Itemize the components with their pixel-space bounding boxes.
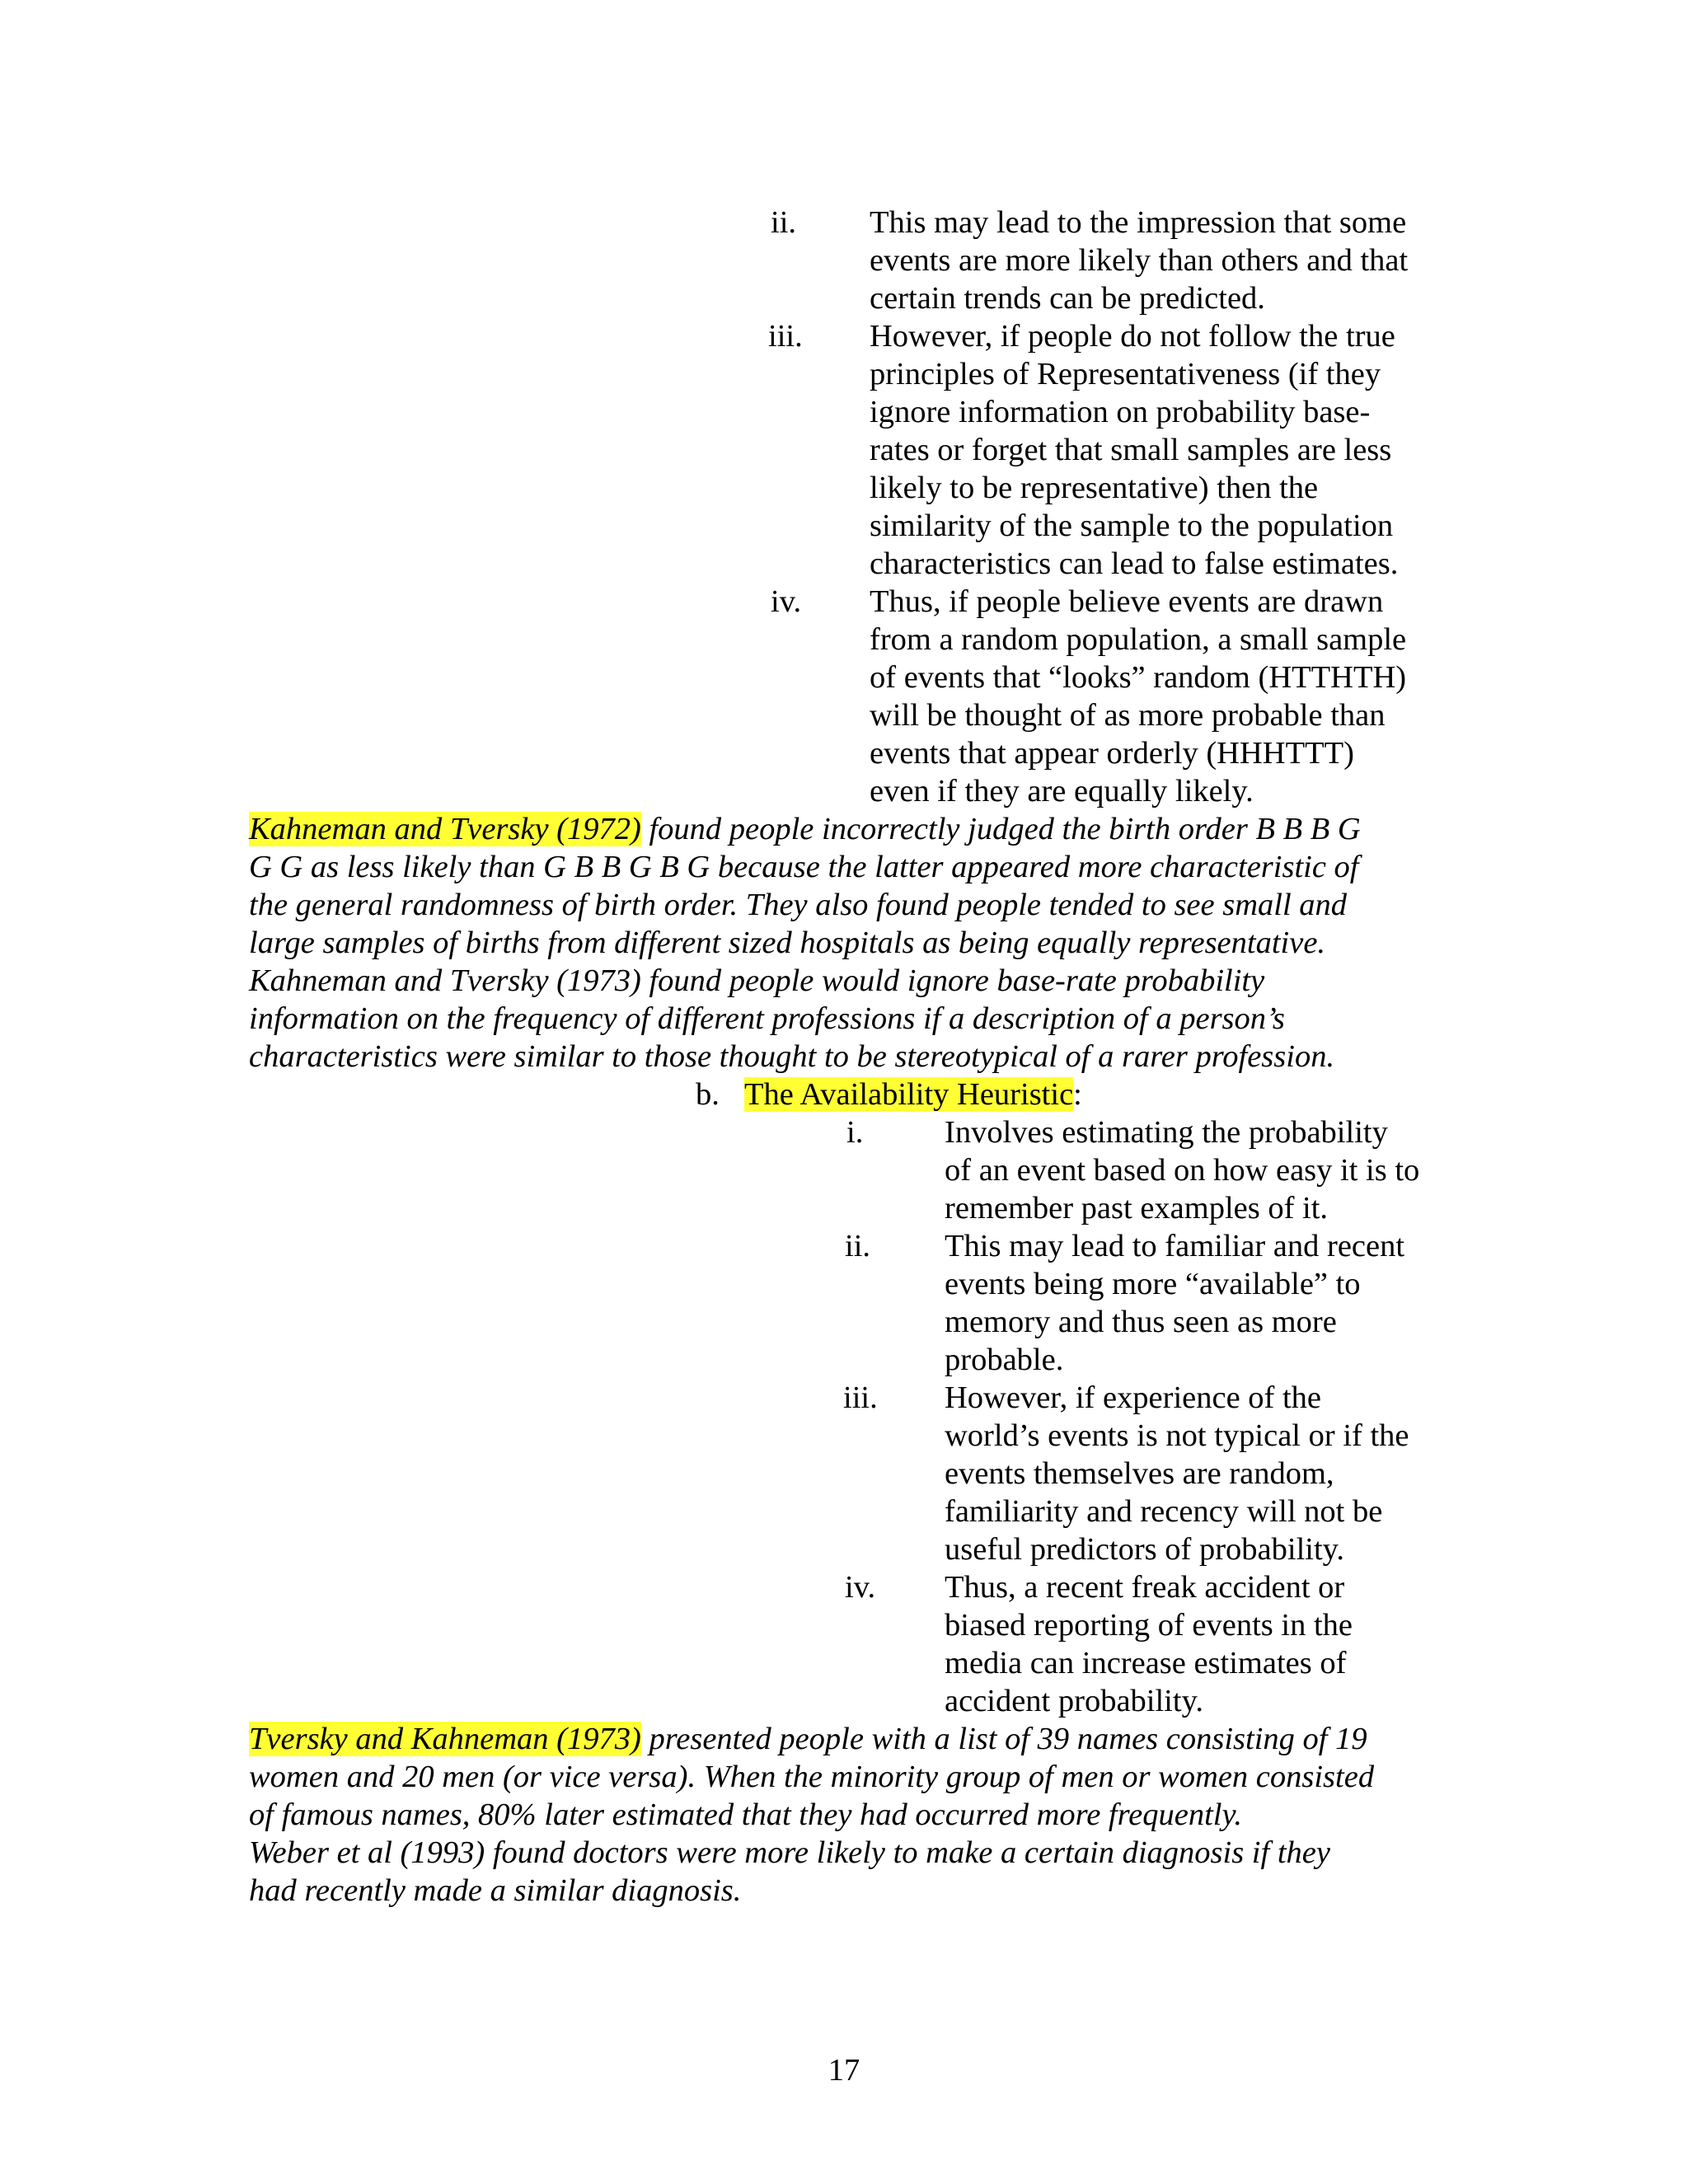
list-item-line: events themselves are random, — [945, 1456, 1334, 1491]
study-line: G G as less likely than G B B G B G because the latter appeared more characteristic of — [249, 850, 1359, 884]
section-heading — [744, 1079, 1082, 1111]
study-first-line-text: presented people with a list of 39 names consisting of 19 — [640, 1722, 1367, 1756]
study-line: characteristics were similar to those thought to be stereotypical of a rarer profession. — [249, 1039, 1335, 1074]
list-item-line: memory and thus seen as more — [945, 1305, 1337, 1339]
study-line: had recently made a similar diagnosis. — [249, 1873, 742, 1908]
list-item-line: certain trends can be predicted. — [870, 281, 1265, 316]
list-item-line: Thus, a recent freak accident or — [945, 1570, 1345, 1605]
list-item-line: will be thought of as more probable than — [870, 698, 1386, 733]
list-item-line: characteristics can lead to false estimates. — [870, 546, 1399, 581]
list-item-line: Involves estimating the probability — [945, 1115, 1388, 1150]
study-line: women and 20 men (or vice versa). When the minority group of men or women consisted — [249, 1760, 1375, 1794]
list-marker: ii. — [845, 1229, 871, 1263]
list-item-line: events are more likely than others and that — [870, 243, 1409, 278]
list-item-line: even if they are equally likely. — [870, 774, 1254, 808]
list-marker: i. — [846, 1115, 864, 1150]
list-item-line: Thus, if people believe events are drawn — [870, 584, 1384, 619]
list-item-line: of events that “looks” random (HTTHTH) — [870, 660, 1407, 695]
list-item-line: from a random population, a small sample — [870, 622, 1407, 657]
list-item-line: rates or forget that small samples are less — [870, 433, 1392, 467]
list-item-line: world’s events is not typical or if the — [945, 1418, 1409, 1453]
list-item-line: biased reporting of events in the — [945, 1608, 1353, 1643]
list-item-line: useful predictors of probability. — [945, 1532, 1345, 1567]
study-line: Kahneman and Tversky (1973) found people would ignore base-rate probability — [249, 963, 1265, 998]
list-item-line: This may lead to familiar and recent — [945, 1229, 1405, 1263]
study-line: large samples of births from different sized hospitals as being equally representative. — [249, 926, 1326, 960]
list-item-line: principles of Representativeness (if they — [870, 357, 1381, 391]
study-line: information on the frequency of different professions if a description of a person’s — [249, 1001, 1285, 1036]
list-marker: iii. — [843, 1380, 878, 1415]
list-item-line: However, if people do not follow the true — [870, 319, 1395, 354]
list-marker: iv. — [771, 584, 802, 619]
list-marker: iii. — [768, 319, 803, 354]
list-item-line: accident probability. — [945, 1684, 1203, 1718]
list-item-line: ignore information on probability base- — [870, 395, 1371, 429]
list-item-line: remember past examples of it. — [945, 1191, 1329, 1226]
list-marker: ii. — [771, 205, 797, 240]
list-item-line: of an event based on how easy it is to — [945, 1153, 1420, 1188]
list-item-line: However, if experience of the — [945, 1380, 1322, 1415]
list-item-line: media can increase estimates of — [945, 1646, 1347, 1680]
list-item-line: events being more “available” to — [945, 1267, 1361, 1301]
section-marker: b. — [696, 1077, 720, 1112]
list-item-line: similarity of the sample to the population — [870, 509, 1394, 543]
list-item-line: familiarity and recency will not be — [945, 1494, 1383, 1529]
section-heading-colon: : — [1073, 1077, 1082, 1112]
study-citation-highlight: Tversky and Kahneman (1973) — [249, 1722, 641, 1756]
study-first-line-text: found people incorrectly judged the birth order B B B G — [640, 812, 1361, 846]
list-marker: iv. — [845, 1570, 876, 1605]
page-number: 17 — [828, 2053, 860, 2088]
study-citation-highlight: Kahneman and Tversky (1972) — [249, 812, 641, 846]
study-line: the general randomness of birth order. They also found people tended to see small and — [249, 888, 1348, 922]
study-first-line — [249, 1723, 1367, 1755]
list-item-line: likely to be representative) then the — [870, 471, 1319, 505]
study-line: of famous names, 80% later estimated that they had occurred more frequently. — [249, 1797, 1243, 1832]
list-item-line: This may lead to the impression that some — [870, 205, 1407, 240]
list-item-line: probable. — [945, 1343, 1064, 1377]
list-item-line: events that appear orderly (HHHTTT) — [870, 736, 1354, 771]
study-first-line — [249, 813, 1361, 846]
section-heading-highlight: The Availability Heuristic — [744, 1077, 1074, 1112]
study-line: Weber et al (1993) found doctors were more likely to make a certain diagnosis if they — [249, 1835, 1330, 1870]
